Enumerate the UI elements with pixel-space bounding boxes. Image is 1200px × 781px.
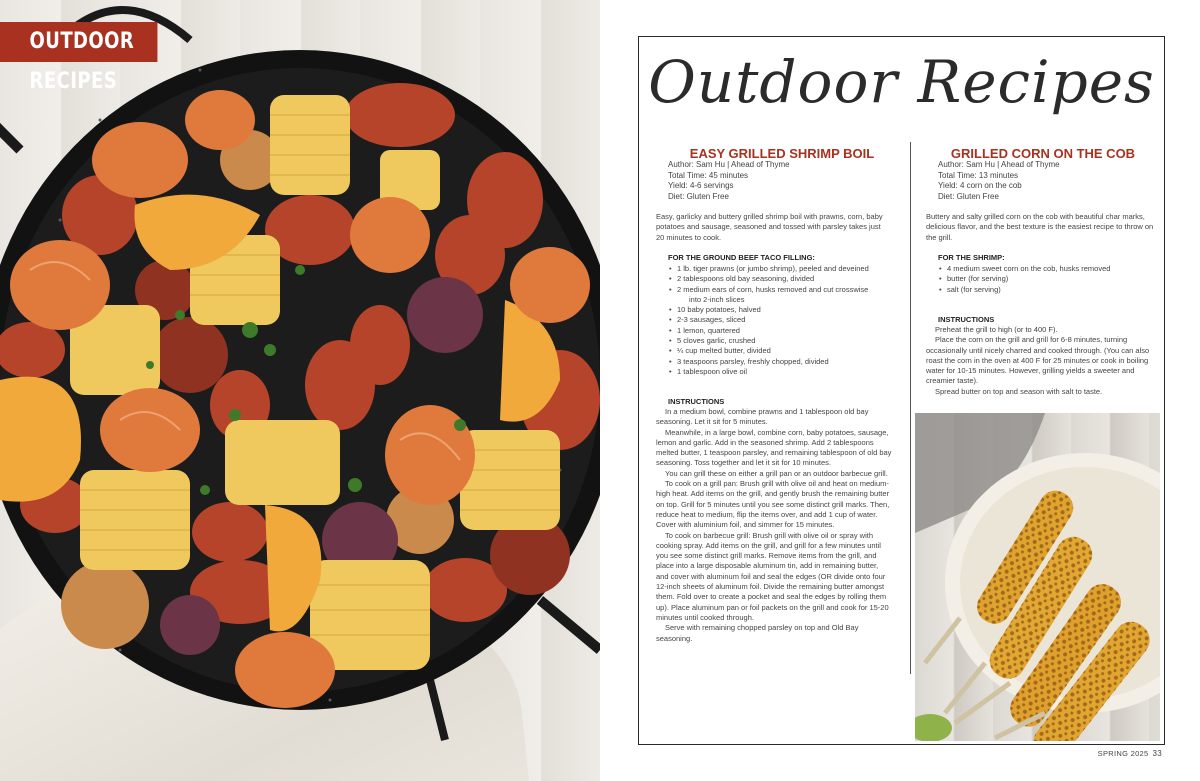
instruction-step: Place the corn on the grill and grill for 6-8 minutes, turning occasionally until nicely charred and cooked through. (You can also roast the corn in the oven at 400 F for 25 minutes or cook in boiling water for 10-15 minutes. However, grilling yields a sweeter and creamier taste). xyxy=(926,335,1150,386)
instruction-step: Spread butter on top and season with salt to taste. xyxy=(935,386,1103,396)
ingredient-item: • 1 tablespoon olive oil xyxy=(668,367,898,377)
recipe-intro-grilled-corn: Buttery and salty grilled corn on the cob with beautiful char marks, delicious flavor, and the best texture is the easiest recipe to throw on the grill. xyxy=(926,212,1154,242)
grilled-corn-illustration xyxy=(915,413,1160,741)
ingredient-item: • 5 cloves garlic, crushed xyxy=(668,336,898,346)
instruction-step: In a medium bowl, combine prawns and 1 tablespoon old bay seasoning. Let it sit for 5 minutes. xyxy=(656,407,869,427)
instruction-step: To cook on barbecue grill: Brush grill with olive oil or spray with cooking spray. Add items on the grill, and grill for a few minutes until you see some distinct grill marks. Remove items from the grill, and place into a large disposable aluminum tin, add in remaining butter, and cover with aluminum foil and seal the edges (OR divide onto four 12-inch sheets of aluminum foil. Divide the remaining butter amongst them. Fold over to create a pocket and seal the edges by rolling them up). Place aluminum pan or foil packets on the grill and cook for 15-20 minutes until cooked through. xyxy=(656,530,889,622)
ingredient-item: • 2 tablespoons old bay seasoning, divided xyxy=(668,274,898,284)
instructions-grilled-corn xyxy=(926,325,1154,397)
ingredient-item: • 1 lb. tiger prawns (or jumbo shrimp), peeled and deveined xyxy=(668,264,898,274)
page-footer xyxy=(1098,749,1162,758)
grilled-corn-photo xyxy=(915,413,1160,741)
meta-yield: Yield: 4 corn on the cob xyxy=(938,181,1022,190)
instruction-step: To cook on a grill pan: Brush grill with olive oil and heat on medium-high heat. Add items on the grill, and gently brush the remaining butter on top. Grill for 5 minutes until you see some distinct grill marks. Then, reduce heat to medium, flip the items over, and add 1 cup of water. Cover with aluminium foil, and simmer for 15 minutes. xyxy=(656,479,890,530)
recipe-title-grilled-corn: GRILLED CORN ON THE COB xyxy=(950,146,1136,161)
recipe-intro-shrimp-boil: Easy, garlicky and buttery grilled shrimp boil with prawns, corn, baby potatoes and sausage, seasoned and tossed with parsley takes just 20 minutes to cook. xyxy=(656,212,883,242)
instructions-shrimp-boil xyxy=(656,407,892,644)
ingredient-item: • 2 medium ears of corn, husks removed and cut crosswise xyxy=(668,285,898,295)
meta-author: Author: Sam Hu | Ahead of Thyme xyxy=(668,160,790,169)
column-divider xyxy=(910,142,911,674)
meta-diet: Diet: Gluten Free xyxy=(668,191,729,201)
instruction-step: Preheat the grill to high (or to 400 F). xyxy=(935,325,1058,334)
instruction-step: Serve with remaining chopped parsley on top and Old Bay seasoning. xyxy=(656,623,859,643)
ingredient-item: • 1 lemon, quartered xyxy=(668,326,898,336)
issue-label: SPRING 2025 xyxy=(1097,749,1149,758)
ingredients-heading-grilled-corn: FOR THE SHRIMP: xyxy=(938,253,1005,262)
meta-diet: Diet: Gluten Free xyxy=(938,191,999,201)
recipe-title-shrimp-boil: EASY GRILLED SHRIMP BOIL xyxy=(689,146,875,161)
ingredient-item: • 10 baby potatoes, halved xyxy=(668,305,898,315)
ingredient-list-grilled-corn xyxy=(938,264,1153,295)
page-number: 33 xyxy=(1152,749,1162,758)
ingredient-item: • 2-3 sausages, sliced xyxy=(668,315,898,325)
instruction-step: Meanwhile, in a large bowl, combine corn, baby potatoes, sausage, lemon and garlic. Add in the seasoned shrimp. Add 2 tablespoons melted butter, 1 teaspoon parsley, and remaining tablespoon of old bay seasoning. Toss together and let it sit for 10 minutes. xyxy=(656,427,892,468)
ingredient-item: • butter (for serving) xyxy=(938,274,1153,284)
ingredient-item: • 4 medium sweet corn on the cob, husks removed xyxy=(938,264,1153,274)
section-tag: OUTDOOR RECIPES xyxy=(0,22,157,62)
meta-author: Author: Sam Hu | Ahead of Thyme xyxy=(938,160,1060,169)
page-title: Outdoor Recipes xyxy=(648,48,1155,116)
meta-yield: Yield: 4-6 servings xyxy=(668,181,734,190)
recipe-meta-grilled-corn xyxy=(938,160,1153,202)
ingredient-list-shrimp-boil xyxy=(668,264,898,377)
ingredient-item: • ¼ cup melted butter, divided xyxy=(668,346,898,356)
instructions-heading-shrimp-boil: INSTRUCTIONS xyxy=(668,397,725,406)
ingredient-item: • salt (for serving) xyxy=(938,285,1153,295)
ingredient-item: • 3 teaspoons parsley, freshly chopped, divided xyxy=(668,357,898,367)
instructions-heading-grilled-corn: INSTRUCTIONS xyxy=(938,315,995,324)
meta-total-time: Total Time: 13 minutes xyxy=(938,170,1019,180)
ingredients-heading-shrimp-boil: FOR THE GROUND BEEF TACO FILLING: xyxy=(668,253,815,262)
meta-total-time: Total Time: 45 minutes xyxy=(668,170,749,180)
recipe-meta-shrimp-boil xyxy=(668,160,898,202)
instruction-step: You can grill these on either a grill pan or an outdoor barbecue grill. xyxy=(665,468,888,478)
ingredient-item-continued: into 2-inch slices xyxy=(689,294,745,304)
